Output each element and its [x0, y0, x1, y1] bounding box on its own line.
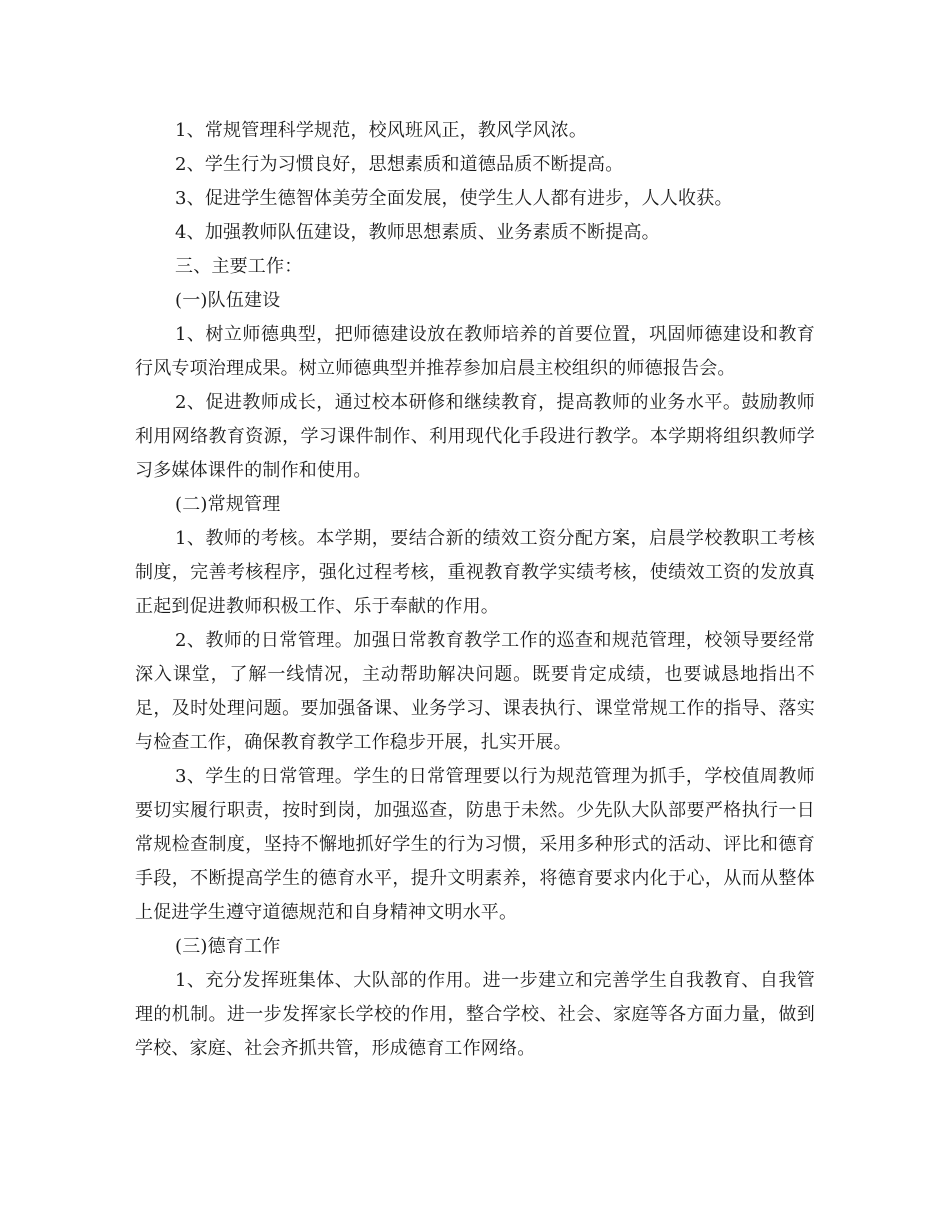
subsection-heading-team: (一)队伍建设	[175, 290, 281, 311]
goal-item-3: 3、促进学生德智体美劳全面发展，使学生人人都有进步，人人收获。	[175, 188, 733, 209]
section-heading-main-work: 三、主要工作：	[175, 256, 303, 277]
team-item-2: 2、促进教师成长，通过校本研修和继续教育，提高教师的业务水平。鼓励教师利用网络教育资源，学习课件制作、利用现代化手段进行教学。本学期将组织教师学习多媒体课件的制作和使用。	[135, 392, 815, 481]
routine-item-3: 3、学生的日常管理。学生的日常管理要以行为规范管理为抓手，学校值周教师要切实履行职责，按时到岗，加强巡查，防患于未然。少先队大队部要严格执行一日常规检查制度，坚持不懈地抓好学生的行为习惯，采用多种形式的活动、评比和德育手段，不断提高学生的德育水平，提升文明素养，将德育要求内化于心，从而从整体上促进学生遵守道德规范和自身精神文明水平。	[135, 766, 815, 923]
routine-item-1: 1、教师的考核。本学期，要结合新的绩效工资分配方案，启晨学校教职工考核制度，完善考核程序，强化过程考核，重视教育教学实绩考核，使绩效工资的发放真正起到促进教师积极工作、乐于奉献的作用。	[135, 528, 815, 617]
team-item-1: 1、树立师德典型，把师德建设放在教师培养的首要位置，巩固师德建设和教育行风专项治理成果。树立师德典型并推荐参加启晨主校组织的师德报告会。	[135, 324, 815, 379]
subsection-heading-routine: (二)常规管理	[175, 494, 281, 515]
goal-item-4: 4、加强教师队伍建设，教师思想素质、业务素质不断提高。	[175, 222, 660, 243]
moral-item-1: 1、充分发挥班集体、大队部的作用。进一步建立和完善学生自我教育、自我管理的机制。进一步发挥家长学校的作用，整合学校、社会、家庭等各方面力量，做到学校、家庭、社会齐抓共管，形成德育工作网络。	[135, 970, 815, 1059]
routine-item-2: 2、教师的日常管理。加强日常教育教学工作的巡查和规范管理，校领导要经常深入课堂，了解一线情况，主动帮助解决问题。既要肯定成绩，也要诚恳地指出不足，及时处理问题。要加强备课、业务学习、课表执行、课堂常规工作的指导、落实与检查工作，确保教育教学工作稳步开展，扎实开展。	[135, 630, 815, 753]
goal-item-2: 2、学生行为习惯良好，思想素质和道德品质不断提高。	[175, 154, 624, 175]
document-body	[135, 114, 815, 1066]
goal-item-1: 1、常规管理科学规范，校风班风正，教风学风浓。	[175, 120, 588, 141]
subsection-heading-moral: (三)德育工作	[175, 936, 281, 957]
